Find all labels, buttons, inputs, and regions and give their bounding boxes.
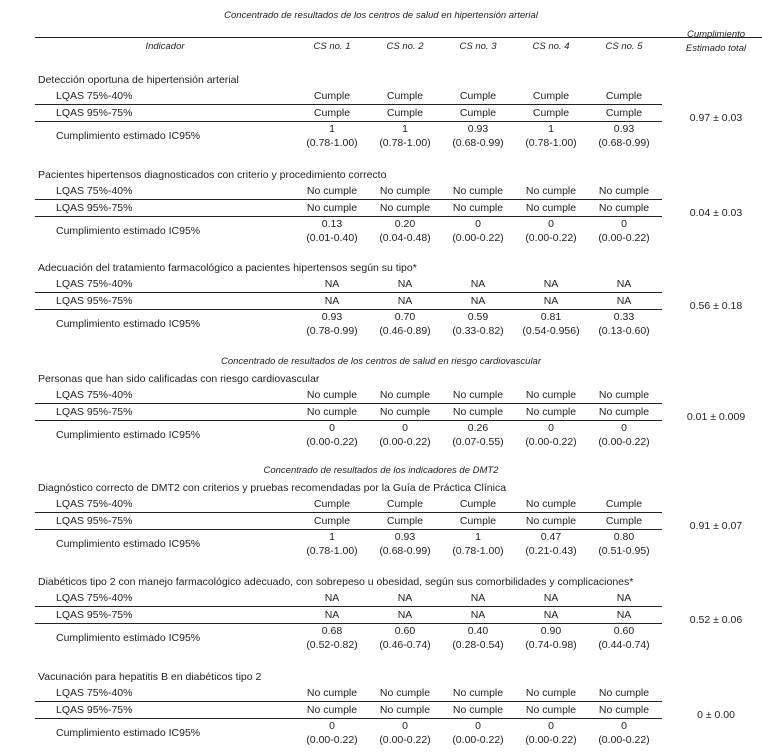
row-divider [35,606,662,607]
lqas-75-40-cell: Cumple [386,90,424,102]
indicator-block [0,372,762,452]
ci-range: (0.46-0.89) [379,325,431,337]
lqas-95-75-cell: NA [470,609,486,621]
lqas-75-40-cell: Cumple [313,90,351,102]
row-divider [35,701,662,702]
row-divider [35,403,662,404]
indicator-block [0,168,762,248]
row-label-lqas-95-75: LQAS 95%-75% [56,202,133,214]
lqas-95-75-cell: No cumple [379,704,431,716]
lqas-75-40-cell: No cumple [525,185,577,197]
ci-range: (0.68-0.99) [379,545,431,557]
estimate-value: 0.68 [321,625,343,637]
estimate-value: 0.80 [613,531,635,543]
ci-range: (0.78-1.00) [306,137,358,149]
row-label-ci95: Cumplimiento estimado IC95% [56,225,201,237]
row-label-lqas-75-40: LQAS 75%-40% [56,687,133,699]
lqas-75-40-cell: NA [470,592,486,604]
ci-range: (0.00-0.22) [452,232,504,244]
lqas-75-40-cell: NA [397,278,413,290]
lqas-75-40-cell: No cumple [379,389,431,401]
lqas-95-75-cell: NA [543,609,559,621]
header-total-line2: Estimado total [685,43,747,54]
row-label-lqas-95-75: LQAS 95%-75% [56,609,133,621]
header-top-rule [35,37,762,38]
row-label-lqas-75-40: LQAS 75%-40% [56,278,133,290]
ci-range: (0.00-0.22) [525,734,577,746]
row-label-lqas-95-75: LQAS 95%-75% [56,295,133,307]
indicator-block [0,73,762,153]
estimate-value: 0.93 [394,531,416,543]
ci-range: (0.78-1.00) [379,137,431,149]
ci-cell [515,310,587,338]
ci-cell [515,421,587,449]
estimate-value: 0.93 [467,123,489,135]
lqas-75-40-cell: NA [543,592,559,604]
row-label-lqas-95-75: LQAS 95%-75% [56,107,133,119]
ci-range: (0.00-0.22) [379,436,431,448]
row-label-lqas-95-75: LQAS 95%-75% [56,704,133,716]
lqas-95-75-cell: No cumple [452,202,504,214]
estimate-value: 0 [621,422,627,434]
row-divider [35,199,662,200]
total-compliance: 0.01 ± 0.009 [686,411,746,423]
lqas-95-75-cell: No cumple [598,202,650,214]
ci-range: (0.46-0.74) [379,639,431,651]
estimate-value: 0 [475,218,481,230]
header-cs2: CS no. 2 [386,41,424,52]
lqas-95-75-cell: Cumple [386,107,424,119]
lqas-75-40-cell: No cumple [452,185,504,197]
ci-range: (0.74-0.98) [525,639,577,651]
row-label-lqas-75-40: LQAS 75%-40% [56,498,133,510]
ci-cell [442,624,514,652]
estimate-value: 0 [548,218,554,230]
header-cs1: CS no. 1 [313,41,351,52]
ci-cell [442,310,514,338]
header-total-line1: Cumplimiento [686,29,746,40]
ci-cell [296,719,368,747]
indicator-title: Pacientes hipertensos diagnosticados con criterio y procedimiento correcto [38,169,387,181]
ci-cell [442,421,514,449]
lqas-75-40-cell: NA [324,278,340,290]
estimate-value: 0.90 [540,625,562,637]
ci-cell [296,530,368,558]
ci-cell [442,217,514,245]
estimate-value: 0 [329,720,335,732]
ci-cell [515,530,587,558]
ci-range: (0.44-0.74) [598,639,650,651]
lqas-75-40-cell: Cumple [459,90,497,102]
lqas-95-75-cell: No cumple [452,704,504,716]
ci-cell [369,217,441,245]
lqas-75-40-cell: No cumple [452,687,504,699]
header-cs4: CS no. 4 [532,41,570,52]
ci-range: (0.78-1.00) [306,545,358,557]
ci-range: (0.21-0.43) [525,545,577,557]
total-compliance: 0.91 ± 0.07 [689,520,743,532]
lqas-75-40-cell: No cumple [525,498,577,510]
ci-range: (0.01-0.40) [306,232,358,244]
ci-cell [588,217,660,245]
ci-range: (0.52-0.82) [306,639,358,651]
ci-range: (0.68-0.99) [598,137,650,149]
estimate-value: 1 [402,123,408,135]
lqas-95-75-cell: Cumple [532,107,570,119]
lqas-75-40-cell: No cumple [598,185,650,197]
ci-cell [369,421,441,449]
estimate-value: 0.93 [613,123,635,135]
total-compliance: 0.56 ± 0.18 [689,300,743,312]
row-label-ci95: Cumplimiento estimado IC95% [56,538,201,550]
estimate-value: 1 [329,531,335,543]
ci-cell [296,421,368,449]
row-label-lqas-75-40: LQAS 75%-40% [56,90,133,102]
lqas-95-75-cell: No cumple [598,704,650,716]
lqas-95-75-cell: No cumple [598,406,650,418]
header-indicator: Indicador [145,41,185,52]
ci-range: (0.54-0.956) [522,325,580,337]
lqas-75-40-cell: Cumple [605,90,643,102]
lqas-75-40-cell: No cumple [525,687,577,699]
total-compliance: 0.97 ± 0.03 [689,112,743,124]
lqas-75-40-cell: NA [616,278,632,290]
row-divider [35,104,662,105]
lqas-75-40-cell: No cumple [306,185,358,197]
header-cs3: CS no. 3 [459,41,497,52]
ci-range: (0.13-0.60) [598,325,650,337]
estimate-value: 0.60 [394,625,416,637]
ci-cell [442,122,514,150]
ci-cell [369,310,441,338]
estimate-value: 0 [621,218,627,230]
lqas-75-40-cell: No cumple [525,389,577,401]
section-title-dmt2: Concentrado de resultados de los indicadores de DMT2 [263,465,499,476]
estimate-value: 0.40 [467,625,489,637]
row-label-ci95: Cumplimiento estimado IC95% [56,727,201,739]
estimate-value: 0.47 [540,531,562,543]
estimate-value: 0.81 [540,311,562,323]
lqas-95-75-cell: NA [397,609,413,621]
row-label-lqas-75-40: LQAS 75%-40% [56,185,133,197]
indicator-block [0,261,762,341]
estimate-value: 1 [329,123,335,135]
indicator-title: Personas que han sido calificadas con riesgo cardiovascular [38,373,320,385]
ci-cell [588,421,660,449]
lqas-95-75-cell: No cumple [306,406,358,418]
lqas-75-40-cell: No cumple [306,389,358,401]
row-divider [35,512,662,513]
lqas-95-75-cell: No cumple [525,406,577,418]
lqas-95-75-cell: Cumple [386,515,424,527]
ci-cell [442,530,514,558]
ci-range: (0.00-0.22) [379,734,431,746]
estimate-value: 0.70 [394,311,416,323]
ci-cell [296,217,368,245]
estimate-value: 0 [475,720,481,732]
lqas-95-75-cell: Cumple [459,107,497,119]
row-label-ci95: Cumplimiento estimado IC95% [56,632,201,644]
ci-range: (0.78-1.00) [452,545,504,557]
ci-range: (0.00-0.22) [598,232,650,244]
lqas-75-40-cell: NA [397,592,413,604]
section-title-hypertension: Concentrado de resultados de los centros de salud en hipertensión arterial [224,10,538,21]
ci-range: (0.51-0.95) [598,545,650,557]
lqas-75-40-cell: Cumple [459,498,497,510]
ci-cell [588,310,660,338]
ci-range: (0.78-0.99) [306,325,358,337]
ci-cell [515,624,587,652]
estimate-value: 0 [329,422,335,434]
lqas-95-75-cell: No cumple [525,704,577,716]
header-cs5: CS no. 5 [605,41,643,52]
section-title-cardiovascular: Concentrado de resultados de los centros de salud en riesgo cardiovascular [220,356,542,367]
ci-range: (0.04-0.48) [379,232,431,244]
ci-cell [296,310,368,338]
indicator-title: Vacunación para hepatitis B en diabéticos tipo 2 [38,671,262,683]
ci-range: (0.68-0.99) [452,137,504,149]
row-label-lqas-95-75: LQAS 95%-75% [56,515,133,527]
estimate-value: 0 [402,422,408,434]
ci-range: (0.00-0.22) [525,436,577,448]
header-total [666,28,762,56]
lqas-95-75-cell: Cumple [313,107,351,119]
lqas-95-75-cell: NA [324,609,340,621]
ci-range: (0.00-0.22) [525,232,577,244]
lqas-75-40-cell: NA [470,278,486,290]
lqas-95-75-cell: No cumple [306,704,358,716]
lqas-75-40-cell: No cumple [379,687,431,699]
lqas-75-40-cell: No cumple [598,389,650,401]
ci-cell [588,122,660,150]
row-label-ci95: Cumplimiento estimado IC95% [56,429,201,441]
lqas-75-40-cell: Cumple [605,498,643,510]
row-divider [35,292,662,293]
lqas-75-40-cell: NA [543,278,559,290]
ci-cell [369,719,441,747]
estimate-value: 0.20 [394,218,416,230]
row-label-lqas-95-75: LQAS 95%-75% [56,406,133,418]
row-label-lqas-75-40: LQAS 75%-40% [56,389,133,401]
estimate-value: 0 [548,720,554,732]
ci-range: (0.00-0.22) [452,734,504,746]
lqas-95-75-cell: Cumple [605,107,643,119]
lqas-95-75-cell: NA [616,295,632,307]
lqas-95-75-cell: Cumple [313,515,351,527]
lqas-95-75-cell: NA [324,295,340,307]
ci-cell [442,719,514,747]
lqas-75-40-cell: No cumple [306,687,358,699]
estimate-value: 0.60 [613,625,635,637]
estimate-value: 0.33 [613,311,635,323]
indicator-title: Diabéticos tipo 2 con manejo farmacológico adecuado, con sobrepeso u obesidad, según sus comorbilidades y complicaciones* [38,576,634,588]
ci-cell [296,624,368,652]
ci-cell [369,530,441,558]
total-compliance: 0 ± 0.00 [697,709,735,721]
ci-cell [588,719,660,747]
ci-range: (0.00-0.22) [598,734,650,746]
lqas-95-75-cell: Cumple [605,515,643,527]
ci-range: (0.00-0.22) [598,436,650,448]
lqas-95-75-cell: No cumple [379,202,431,214]
lqas-95-75-cell: No cumple [525,515,577,527]
ci-cell [515,719,587,747]
lqas-95-75-cell: No cumple [525,202,577,214]
lqas-75-40-cell: NA [324,592,340,604]
lqas-95-75-cell: NA [543,295,559,307]
lqas-95-75-cell: NA [397,295,413,307]
lqas-75-40-cell: No cumple [452,389,504,401]
ci-range: (0.28-0.54) [452,639,504,651]
ci-cell [588,530,660,558]
ci-cell [369,624,441,652]
ci-cell [515,122,587,150]
ci-range: (0.78-1.00) [525,137,577,149]
estimate-value: 0.13 [321,218,343,230]
estimate-value: 0 [402,720,408,732]
ci-cell [515,217,587,245]
lqas-75-40-cell: Cumple [532,90,570,102]
row-label-ci95: Cumplimiento estimado IC95% [56,318,201,330]
indicator-block [0,575,762,655]
total-compliance: 0.52 ± 0.06 [689,614,743,626]
row-label-ci95: Cumplimiento estimado IC95% [56,130,201,142]
indicator-block [0,670,762,750]
ci-range: (0.07-0.55) [452,436,504,448]
estimate-value: 0.93 [321,311,343,323]
ci-range: (0.33-0.82) [452,325,504,337]
lqas-75-40-cell: NA [616,592,632,604]
total-compliance: 0.04 ± 0.03 [689,207,743,219]
lqas-75-40-cell: No cumple [598,687,650,699]
ci-cell [588,624,660,652]
lqas-75-40-cell: Cumple [386,498,424,510]
indicator-title: Detección oportuna de hipertensión arterial [38,74,239,86]
estimate-value: 0 [548,422,554,434]
indicator-title: Adecuación del tratamiento farmacológico a pacientes hipertensos según su tipo* [38,262,417,274]
ci-range: (0.00-0.22) [306,734,358,746]
ci-cell [296,122,368,150]
ci-cell [369,122,441,150]
estimate-value: 0 [621,720,627,732]
estimate-value: 0.26 [467,422,489,434]
estimate-value: 1 [548,123,554,135]
lqas-95-75-cell: NA [616,609,632,621]
lqas-95-75-cell: No cumple [452,406,504,418]
lqas-95-75-cell: No cumple [379,406,431,418]
estimate-value: 1 [475,531,481,543]
lqas-95-75-cell: Cumple [459,515,497,527]
estimate-value: 0.59 [467,311,489,323]
lqas-75-40-cell: Cumple [313,498,351,510]
lqas-95-75-cell: NA [470,295,486,307]
ci-range: (0.00-0.22) [306,436,358,448]
indicator-block [0,481,762,561]
indicator-title: Diagnóstico correcto de DMT2 con criterios y pruebas recomendadas por la Guía de Práctica Clínica [38,482,507,494]
row-label-lqas-75-40: LQAS 75%-40% [56,592,133,604]
lqas-95-75-cell: No cumple [306,202,358,214]
lqas-75-40-cell: No cumple [379,185,431,197]
